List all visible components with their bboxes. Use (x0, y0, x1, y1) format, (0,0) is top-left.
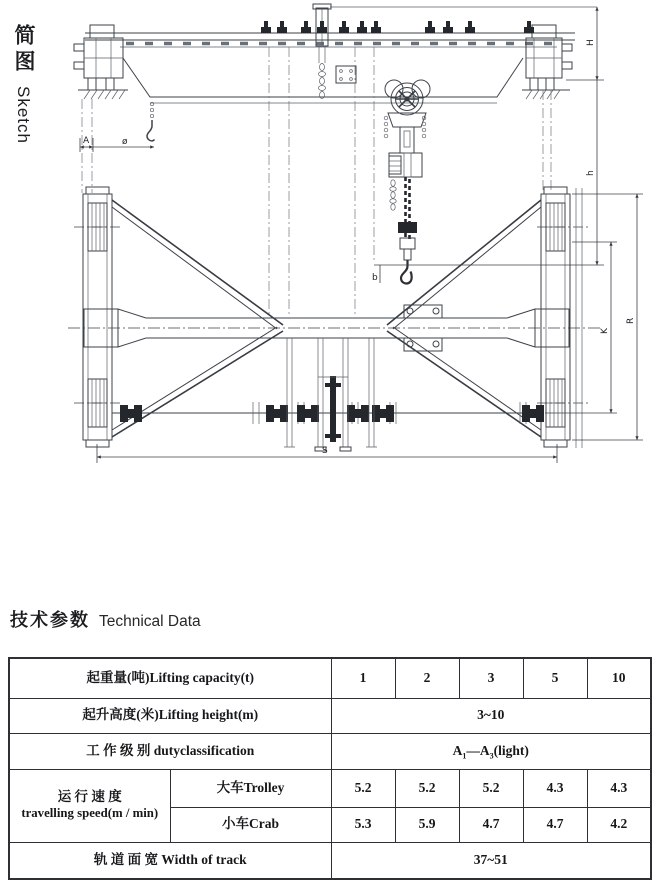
dimension-b (372, 265, 380, 283)
dim-label-h: h (586, 170, 596, 176)
trolley-value-cell: 5.2 (331, 769, 395, 807)
duty-value-cell (331, 733, 651, 769)
mast (313, 4, 331, 99)
capacity-value-cell: 3 (459, 658, 523, 698)
phantom-hook (147, 102, 155, 141)
duty-sub1: 1 (462, 751, 467, 761)
trolley-label-cell: 大车Trolley (170, 769, 331, 807)
crab-value-cell: 4.7 (523, 807, 587, 842)
crane-sketch-drawing (30, 0, 661, 500)
dimension-K (545, 242, 617, 413)
suspension-clamps (261, 21, 534, 33)
plan-view (68, 187, 602, 451)
row-track-width (9, 842, 651, 879)
capacity-value-cell: 10 (587, 658, 651, 698)
trolley-value-cell: 4.3 (587, 769, 651, 807)
elevation-view (74, 4, 597, 283)
crab-value-cell: 5.3 (331, 807, 395, 842)
technical-data-heading (10, 606, 201, 632)
row-lifting-capacity (9, 658, 651, 698)
height-value-cell: 3~10 (331, 698, 651, 733)
capacity-value-cell: 2 (395, 658, 459, 698)
left-end-truck (74, 25, 128, 99)
crab-value-cell: 4.2 (587, 807, 651, 842)
dim-label-S: S (322, 446, 328, 456)
dim-label-K: K (600, 328, 610, 334)
capacity-label-cell: 起重量(吨)Lifting capacity(t) (9, 658, 331, 698)
heading-zh: 技术参数 (10, 610, 90, 630)
plan-right-carriage (537, 187, 588, 448)
plan-girder (68, 309, 602, 347)
dimensions (80, 7, 643, 463)
speed-label-cell (9, 769, 170, 842)
projection-lines (82, 47, 551, 317)
row-lifting-height (9, 698, 651, 733)
crab-label-cell: 小车Crab (170, 807, 331, 842)
row-speed-trolley (9, 769, 651, 807)
dim-label-b: b (372, 273, 378, 283)
trolley-value-cell: 5.2 (395, 769, 459, 807)
technical-data-table (8, 657, 652, 880)
plan-left-carriage (74, 187, 120, 447)
dim-label-R: R (626, 317, 636, 324)
heading-en: Technical Data (99, 613, 201, 630)
capacity-value-cell: 1 (331, 658, 395, 698)
chain-hoist (384, 80, 430, 283)
duty-sub2: 3 (489, 751, 494, 761)
duty-a1: A (452, 742, 463, 758)
sketch-label-zh: 简图 (12, 24, 35, 76)
crab-value-cell: 4.7 (459, 807, 523, 842)
duty-label-cell: 工 作 级 别 dutyclassification (9, 733, 331, 769)
track-label-cell: 轨 道 面 宽 Width of track (9, 842, 331, 879)
speed-label-en: travelling speed(m / min) (21, 805, 159, 820)
trolley-value-cell: 4.3 (523, 769, 587, 807)
duty-light: (light) (493, 742, 529, 758)
speed-label-zh: 运 行 速 度 (57, 789, 122, 805)
dim-label-H: H (586, 39, 596, 46)
duty-dash: —A (466, 742, 490, 758)
sketch-label-en: Sketch (14, 86, 33, 144)
crab-value-cell: 5.9 (395, 807, 459, 842)
dim-label-phi: ø (122, 137, 128, 147)
capacity-value-cell: 5 (523, 658, 587, 698)
row-duty-classification (9, 733, 651, 769)
dimension-A-phi (80, 136, 154, 152)
track-value-cell: 37~51 (331, 842, 651, 879)
height-label-cell: 起升高度(米)Lifting height(m) (9, 698, 331, 733)
dim-label-A: A (83, 136, 90, 146)
dimension-S (97, 444, 557, 463)
drive-motor (325, 376, 341, 442)
right-end-truck (522, 25, 572, 99)
trolley-value-cell: 5.2 (459, 769, 523, 807)
junction-plate (336, 66, 356, 83)
